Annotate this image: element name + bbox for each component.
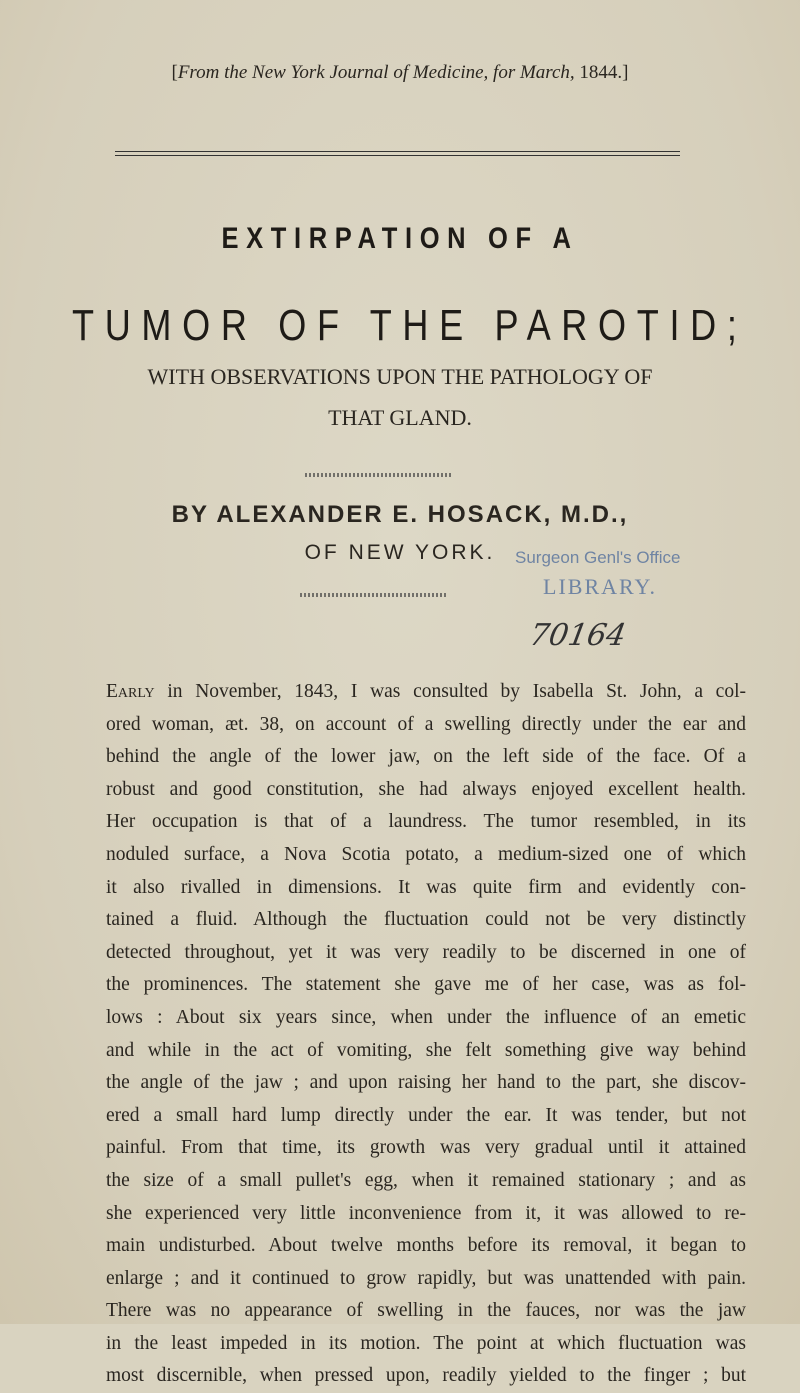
line-text: it also rivalled in dimensions. It was quite firm and evidently con-	[106, 876, 746, 898]
text-line	[106, 1002, 746, 1035]
line-text: the angle of the jaw ; and upon raising her hand to the part, she discov-	[106, 1072, 746, 1094]
text-line	[106, 1360, 746, 1393]
line-text: painful. From that time, its growth was very gradual until it attained	[106, 1137, 746, 1159]
line-text: noduled surface, a Nova Scotia potato, a medium-sized one of which	[106, 843, 746, 865]
first-word: Early	[106, 681, 155, 702]
line-text: lows : About six years since, when under the influence of an emetic	[106, 1006, 746, 1028]
wavy-divider	[300, 593, 446, 597]
double-rule-divider	[115, 151, 680, 156]
stamp-arc-text: Surgeon Genl's Office	[515, 548, 681, 567]
author-location: OF NEW YORK.	[304, 541, 496, 564]
text-line	[106, 676, 746, 709]
text-line	[106, 904, 746, 937]
line-text: There was no appearance of swelling in the fauces, nor was the jaw	[106, 1300, 746, 1322]
text-line	[106, 741, 746, 774]
line-text: and while in the act of vomiting, she felt something give way behind	[106, 1039, 746, 1061]
text-line	[106, 937, 746, 970]
subtitle-line-2: THAT GLAND.	[328, 405, 472, 430]
text-line	[106, 709, 746, 742]
line-text: she experienced very little inconvenience from it, it was allowed to re-	[106, 1202, 746, 1224]
title-line-2: TUMOR OF THE PAROTID;	[72, 301, 748, 350]
text-line	[106, 1230, 746, 1263]
line-text: tained a fluid. Although the fluctuation could not be very distinctly	[106, 909, 746, 931]
text-line	[106, 806, 746, 839]
line-text: robust and good constitution, she had always enjoyed excellent health.	[106, 778, 746, 800]
line-text: detected throughout, yet it was very readily to be discerned in one of	[106, 941, 746, 963]
text-line	[106, 1198, 746, 1231]
subtitle-line-1: WITH OBSERVATIONS UPON THE PATHOLOGY OF	[147, 364, 653, 389]
text-line	[106, 1132, 746, 1165]
line-text: main undisturbed. About twelve months before its removal, it began to	[106, 1235, 746, 1257]
text-line	[106, 969, 746, 1002]
text-line	[106, 1035, 746, 1068]
line-text: the size of a small pullet's egg, when it remained stationary ; and as	[106, 1169, 746, 1191]
line-text: the prominences. The statement she gave me of her case, was as fol-	[106, 974, 746, 996]
line-text: in November, 1843, I was consulted by Isabella St. John, a col-	[154, 681, 746, 702]
source-note	[0, 62, 800, 84]
text-line	[106, 774, 746, 807]
text-line	[106, 1165, 746, 1198]
source-year: 1844.]	[574, 62, 629, 83]
title-line-1: EXTIRPATION OF A	[221, 222, 579, 255]
body-text	[106, 676, 746, 1393]
line-text: most discernible, when pressed upon, readily yielded to the finger ; but	[106, 1365, 746, 1387]
line-text: ered a small hard lump directly under the ear. It was tender, but not	[106, 1104, 746, 1126]
text-line	[106, 839, 746, 872]
text-line	[106, 872, 746, 905]
line-text: behind the angle of the lower jaw, on the left side of the face. Of a	[106, 746, 746, 768]
text-line	[106, 1263, 746, 1296]
handwritten-accession-number: 70164	[527, 618, 629, 653]
bracket: [	[171, 62, 178, 83]
text-line	[106, 1295, 746, 1328]
text-line	[106, 1328, 746, 1361]
line-text: in the least impeded in its motion. The point at which fluctuation was	[106, 1332, 746, 1354]
line-text: ored woman, æt. 38, on account of a swelling directly under the ear and	[106, 713, 746, 735]
line-text: enlarge ; and it continued to grow rapidly, but was unattended with pain.	[106, 1267, 746, 1289]
source-journal: From the New York Journal of Medicine, for March,	[177, 62, 575, 83]
author-byline: BY ALEXANDER E. HOSACK, M.D.,	[171, 501, 629, 528]
stamp-library-text: LIBRARY.	[543, 574, 658, 599]
library-stamp	[515, 548, 705, 608]
text-line	[106, 1067, 746, 1100]
wavy-divider	[305, 473, 453, 477]
line-text: Her occupation is that of a laundress. The tumor resembled, in its	[106, 811, 746, 833]
text-line	[106, 1100, 746, 1133]
